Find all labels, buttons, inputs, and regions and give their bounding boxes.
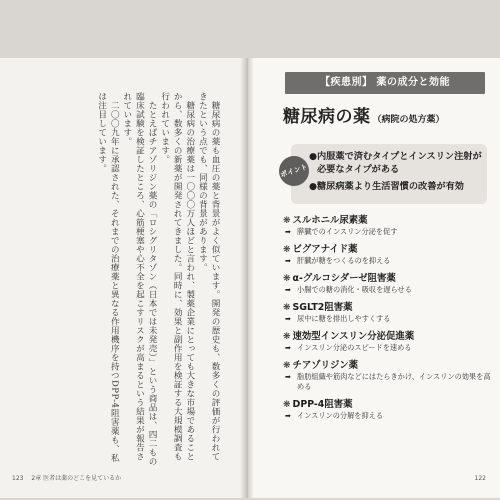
drug-item [283,270,491,295]
drug-item [283,396,491,421]
body-paragraph: 糖尿病の治療薬は一〇〇〇万人ほどと言われ、製薬企業にとっても大きな市場であることから、数多くの新薬が開発されてきました。同時に、効果と副作用を検証する大規模調査も行われています。 [159,92,195,461]
point-item: ● 内服薬で済むタイプとインスリン注射が必要なタイプがある [309,151,482,175]
flower-icon: ❋ [283,361,291,371]
drug-name: ビグアナイド薬 [292,244,358,255]
flower-icon: ❋ [283,332,291,342]
right-page [253,58,500,498]
arrow-icon: ➡ [285,315,291,323]
running-head: 2章 医者は薬のどこを見ているか [31,475,122,482]
drug-desc: 小腸での糖の消化・吸収を遅らせる [297,285,412,294]
drug-desc: 肝臓が糖をつくるのを抑える [297,256,391,265]
section-header-text: 薬の成分と効能 [376,77,450,88]
drug-desc: 脂肪組織や筋肉などにはたらきかけ、インスリンの効果を高める [297,372,491,391]
arrow-icon: ➡ [285,286,291,294]
book-spread [0,58,500,498]
section-header [285,72,485,94]
drug-item [283,357,491,392]
drug-desc: インスリンの分解を抑える [297,411,384,420]
drug-item [283,241,491,266]
drug-item [283,212,491,237]
page-number: 123 [12,475,24,482]
drug-name: α-グルコシダーゼ阻害薬 [292,273,396,284]
arrow-icon: ➡ [285,257,291,265]
drug-name: スルホニル尿素薬 [292,215,368,226]
drug-desc: 膵臓でのインスリン分泌を促す [297,227,398,236]
body-paragraph: 二〇〇九年に承認された、それまでの治療薬と異なる作用機序を持つDPP-4阻害薬も、私は注目しています。 [96,92,120,462]
drug-desc: 尿中に糖を排出しやすくする [297,314,391,323]
left-footer [12,473,127,482]
body-paragraph: たとえばチアゾリジン薬の「ロシグリタゾン（日本では未発売）」という商品は、四二もの臨床試験を検証したところ、心筋梗塞や心不全を起こすリスクが高まるという結果が報告されています。 [121,92,158,466]
section-tag: 【疾患別】 [320,77,373,88]
flower-icon: ❋ [283,216,291,226]
drug-name: DPP-4阻害薬 [292,399,353,410]
page-number: 122 [474,475,486,482]
arrow-icon: ➡ [285,412,291,420]
point-item: ● 糖尿病薬より生活習慣の改善が有効 [309,181,464,192]
point-badge: ポイント [275,152,313,190]
page-title-main: 糖尿病の薬 [283,107,371,127]
body-paragraph: 糖尿病の薬も血圧の薬と背景がよく似ています。開発の歴史も、数多くの評価が行われてきたという点でも、同様の背景があります。 [197,92,220,461]
flower-icon: ❋ [283,400,291,410]
drug-name: SGLT2阻害薬 [292,302,353,313]
vertical-body-text [11,92,221,468]
page-title [283,102,445,127]
flower-icon: ❋ [283,245,291,255]
drug-name: 速効型インスリン分泌促進薬 [292,331,415,342]
left-page [0,58,243,498]
arrow-icon: ➡ [285,344,291,352]
flower-icon: ❋ [283,303,291,313]
page-subtitle: （病院の処方薬） [372,115,445,125]
drug-item [283,299,491,324]
bullet-icon: ● [309,181,318,192]
book-gutter [240,58,254,498]
drug-desc: インスリン分泌のスピードを速める [297,343,412,352]
flower-icon: ❋ [283,274,291,284]
arrow-icon: ➡ [285,228,291,236]
drug-item [283,328,491,353]
bullet-icon: ● [309,151,318,162]
arrow-icon: ➡ [285,373,291,381]
drug-name: チアゾリジン薬 [292,360,358,371]
